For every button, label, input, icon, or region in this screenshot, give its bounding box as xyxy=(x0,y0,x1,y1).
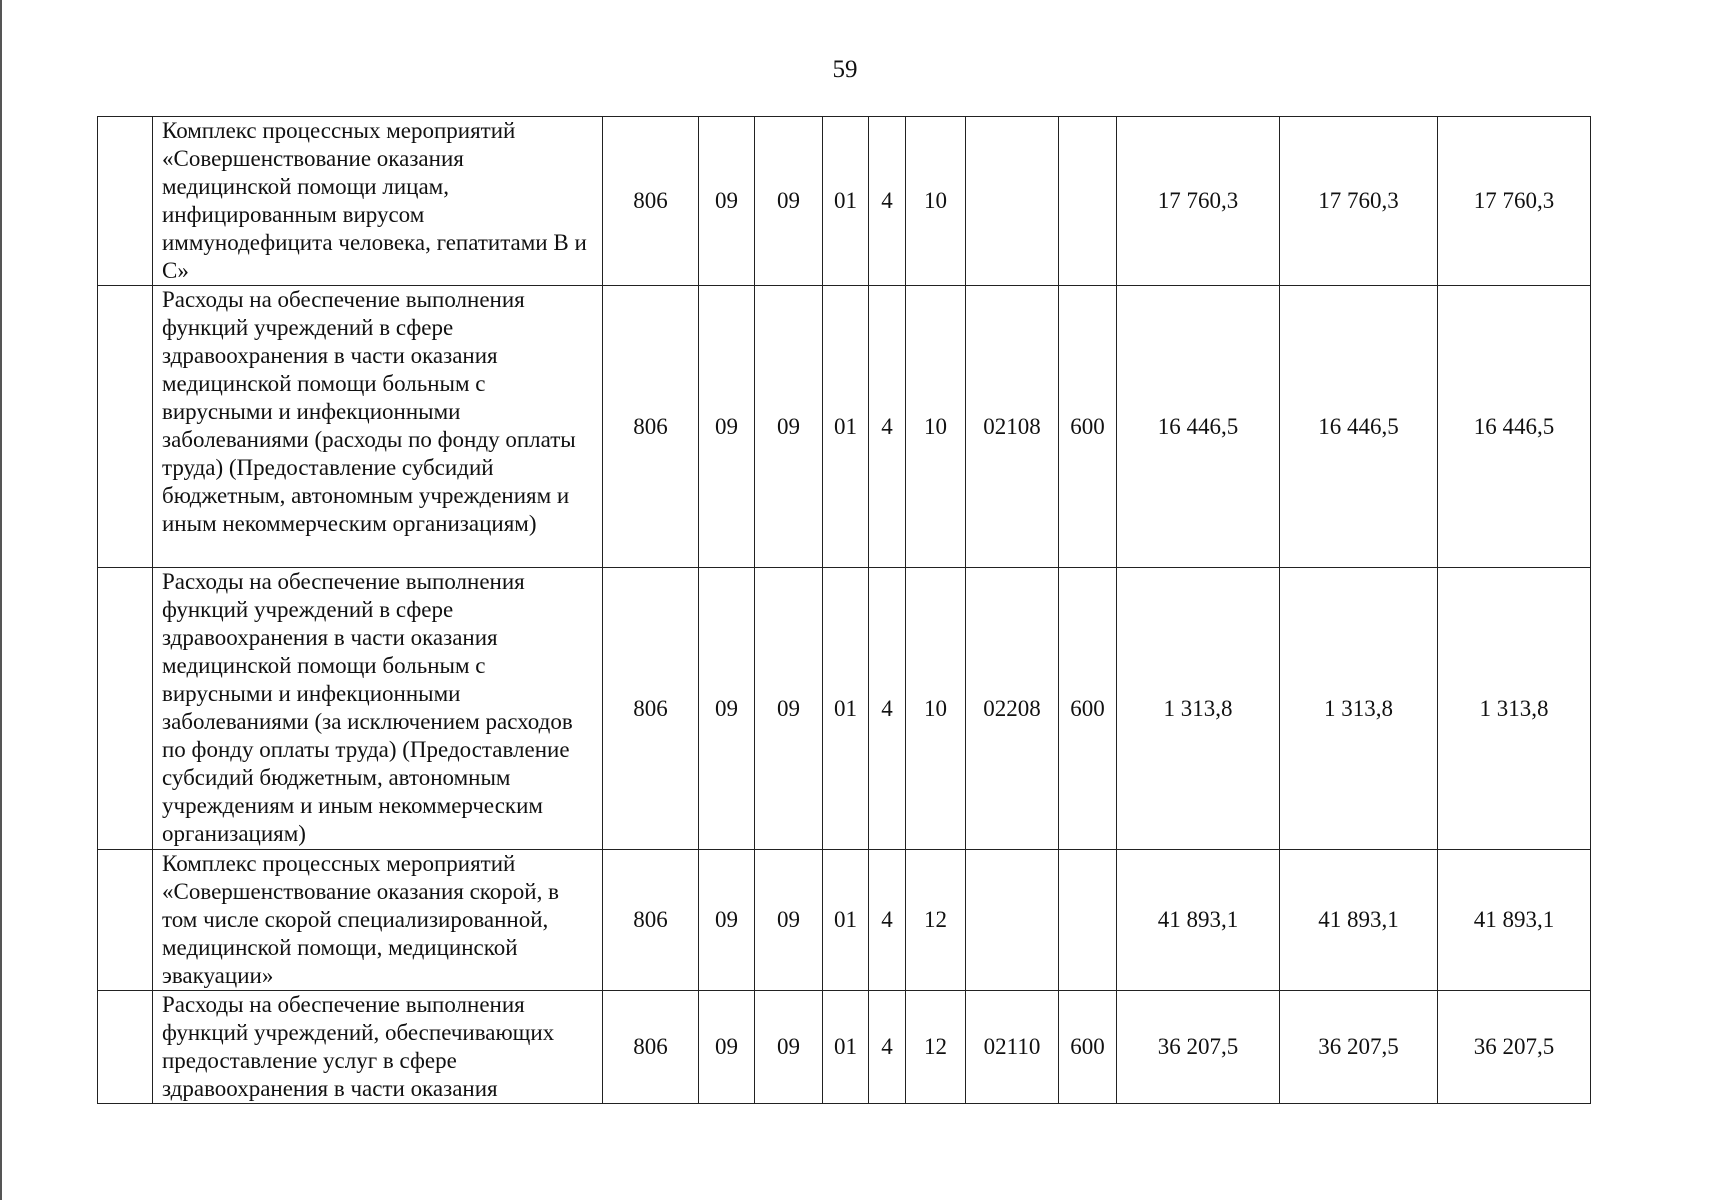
scan-edge-line xyxy=(0,0,2,1200)
amount-year3-cell: 1 313,8 xyxy=(1438,568,1591,850)
ministry-code-cell: 806 xyxy=(603,286,699,568)
table-row xyxy=(98,850,1591,991)
expense-type-cell xyxy=(1059,117,1117,286)
ministry-code-cell: 806 xyxy=(603,991,699,1104)
expense-type-cell xyxy=(1059,850,1117,991)
item-code-cell xyxy=(966,117,1059,286)
amount-year1-cell: 36 207,5 xyxy=(1117,991,1280,1104)
amount-year3-cell: 41 893,1 xyxy=(1438,850,1591,991)
type-code-cell: 4 xyxy=(869,991,906,1104)
program-code-cell: 01 xyxy=(823,286,869,568)
amount-year3-cell: 17 760,3 xyxy=(1438,117,1591,286)
subsection-code-cell: 09 xyxy=(755,286,823,568)
ministry-code-cell: 806 xyxy=(603,850,699,991)
row-number-cell xyxy=(98,568,153,850)
group-code-cell: 12 xyxy=(906,850,966,991)
group-code-cell: 10 xyxy=(906,117,966,286)
amount-year1-cell: 16 446,5 xyxy=(1117,286,1280,568)
subsection-code-cell: 09 xyxy=(755,991,823,1104)
table-row xyxy=(98,117,1591,286)
budget-table xyxy=(97,116,1591,1104)
amount-year1-cell: 1 313,8 xyxy=(1117,568,1280,850)
description-cell: Расходы на обеспечение выполнения функций учреждений, обеспечивающих предоставление услуг в сфере здравоохранения в части оказания xyxy=(153,991,603,1104)
page-number: 59 xyxy=(832,56,858,83)
program-code-cell: 01 xyxy=(823,991,869,1104)
section-code-cell: 09 xyxy=(699,991,755,1104)
amount-year2-cell: 16 446,5 xyxy=(1280,286,1438,568)
ministry-code-cell: 806 xyxy=(603,117,699,286)
row-number-cell xyxy=(98,286,153,568)
table-row xyxy=(98,286,1591,568)
row-number-cell xyxy=(98,850,153,991)
type-code-cell: 4 xyxy=(869,117,906,286)
section-code-cell: 09 xyxy=(699,850,755,991)
row-number-cell xyxy=(98,117,153,286)
program-code-cell: 01 xyxy=(823,117,869,286)
section-code-cell: 09 xyxy=(699,286,755,568)
item-code-cell: 02208 xyxy=(966,568,1059,850)
subsection-code-cell: 09 xyxy=(755,117,823,286)
description-cell: Комплекс процессных мероприятий «Совершенствование оказания медицинской помощи лицам, инфицированным вирусом иммунодефицита человека, гепатитами В и С» xyxy=(153,117,603,286)
expense-type-cell: 600 xyxy=(1059,568,1117,850)
amount-year2-cell: 41 893,1 xyxy=(1280,850,1438,991)
type-code-cell: 4 xyxy=(869,850,906,991)
group-code-cell: 12 xyxy=(906,991,966,1104)
description-cell: Расходы на обеспечение выполнения функций учреждений в сфере здравоохранения в части оказания медицинской помощи больным с вирусными и инфекционными заболеваниями (за исключением расходов по фонду оплаты труда) (Предоставление субсидий бюджетным, автономным учреждениям и иным некоммерческим организациям) xyxy=(153,568,603,850)
subsection-code-cell: 09 xyxy=(755,850,823,991)
program-code-cell: 01 xyxy=(823,850,869,991)
ministry-code-cell: 806 xyxy=(603,568,699,850)
section-code-cell: 09 xyxy=(699,568,755,850)
expense-type-cell: 600 xyxy=(1059,286,1117,568)
item-code-cell: 02108 xyxy=(966,286,1059,568)
program-code-cell: 01 xyxy=(823,568,869,850)
subsection-code-cell: 09 xyxy=(755,568,823,850)
amount-year2-cell: 17 760,3 xyxy=(1280,117,1438,286)
amount-year1-cell: 17 760,3 xyxy=(1117,117,1280,286)
table-row xyxy=(98,568,1591,850)
amount-year2-cell: 1 313,8 xyxy=(1280,568,1438,850)
amount-year3-cell: 36 207,5 xyxy=(1438,991,1591,1104)
description-cell: Комплекс процессных мероприятий «Совершенствование оказания скорой, в том числе скорой специализированной, медицинской помощи, медицинской эвакуации» xyxy=(153,850,603,991)
type-code-cell: 4 xyxy=(869,568,906,850)
group-code-cell: 10 xyxy=(906,568,966,850)
table-row xyxy=(98,991,1591,1104)
item-code-cell xyxy=(966,850,1059,991)
type-code-cell: 4 xyxy=(869,286,906,568)
row-number-cell xyxy=(98,991,153,1104)
amount-year2-cell: 36 207,5 xyxy=(1280,991,1438,1104)
amount-year3-cell: 16 446,5 xyxy=(1438,286,1591,568)
amount-year1-cell: 41 893,1 xyxy=(1117,850,1280,991)
item-code-cell: 02110 xyxy=(966,991,1059,1104)
section-code-cell: 09 xyxy=(699,117,755,286)
expense-type-cell: 600 xyxy=(1059,991,1117,1104)
description-cell: Расходы на обеспечение выполнения функций учреждений в сфере здравоохранения в части оказания медицинской помощи больным с вирусными и инфекционными заболеваниями (расходы по фонду оплаты труда) (Предоставление субсидий бюджетным, автономным учреждениям и иным некоммерческим организациям) xyxy=(153,286,603,568)
group-code-cell: 10 xyxy=(906,286,966,568)
